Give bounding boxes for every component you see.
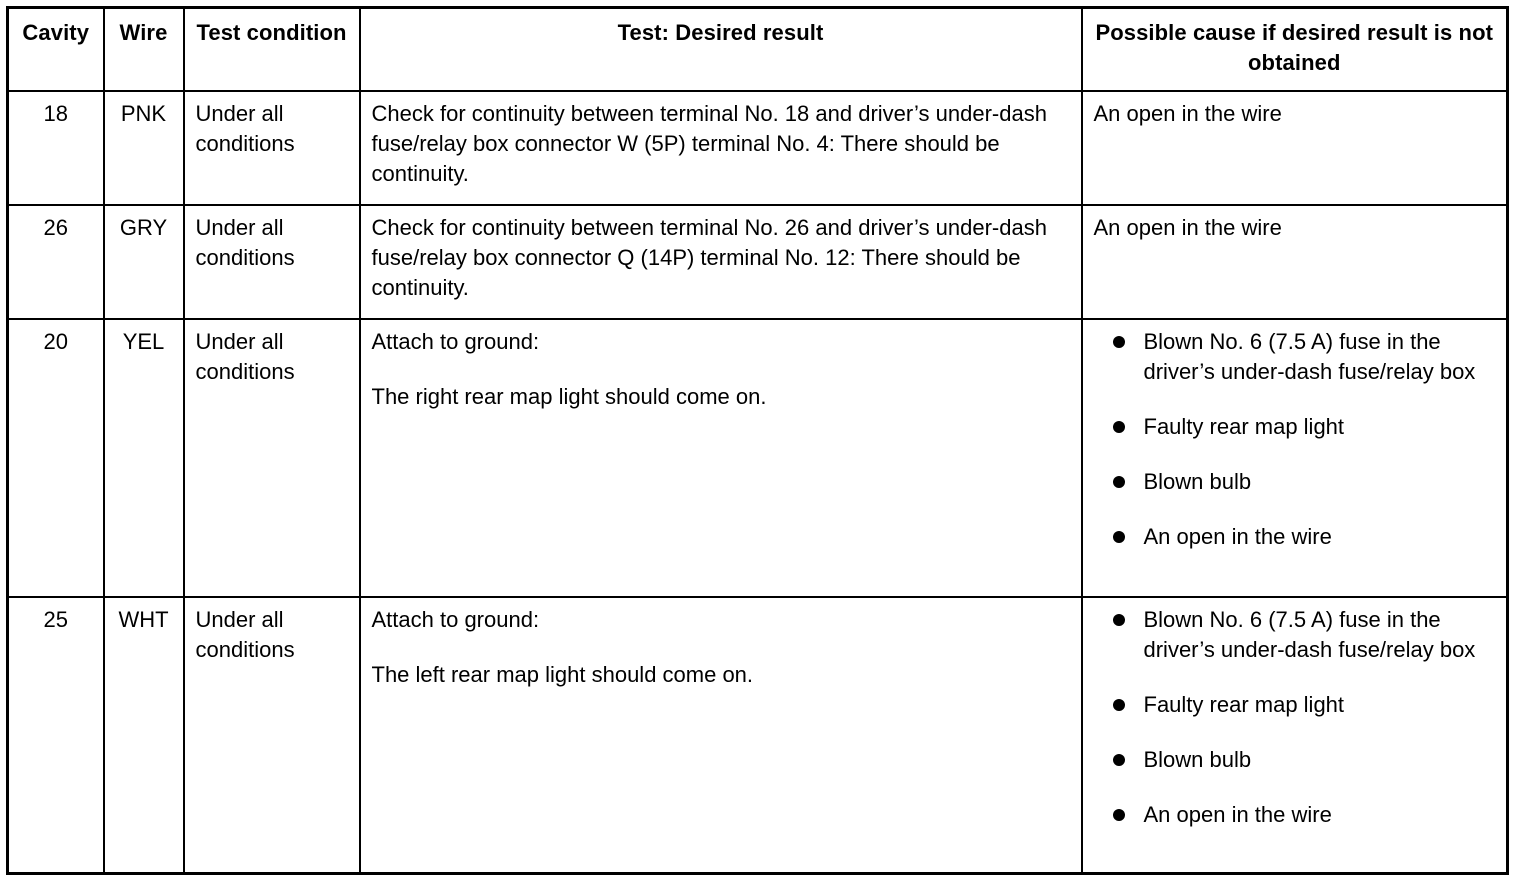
desired-result-cell: Check for continuity between terminal No. 18 and driver’s under-dash fuse/relay box connector W (5P) terminal No. 4: There should be continuity.	[360, 91, 1082, 205]
cause-list	[1094, 327, 1496, 552]
header-test-condition: Test condition	[184, 8, 360, 91]
wire-cell: WHT	[104, 597, 184, 874]
possible-cause-cell: An open in the wire	[1082, 91, 1508, 205]
cause-text: Faulty rear map light	[1143, 691, 1345, 717]
condition-cell: Under all conditions	[184, 91, 360, 205]
cause-text: Blown bulb	[1143, 746, 1252, 772]
cause-text: Faulty rear map light	[1143, 413, 1345, 439]
desired-instruction: Attach to ground:	[371, 328, 540, 354]
desired-result-cell: Check for continuity between terminal No. 26 and driver’s under-dash fuse/relay box connector Q (14P) terminal No. 12: There should be continuity.	[360, 205, 1082, 319]
bullet-icon	[1113, 699, 1125, 711]
wire-cell: GRY	[104, 205, 184, 319]
cause-text: Blown No. 6 (7.5 A) fuse in the driver’s under-dash fuse/relay box	[1143, 606, 1476, 662]
table-row	[8, 205, 1508, 319]
bullet-icon	[1113, 476, 1125, 488]
cause-text: An open in the wire	[1143, 523, 1332, 549]
bullet-icon	[1113, 336, 1125, 348]
cause-item	[1094, 467, 1496, 497]
wire-cell: PNK	[104, 91, 184, 205]
header-row	[8, 8, 1508, 91]
cause-text: An open in the wire	[1143, 801, 1332, 827]
bullet-icon	[1113, 614, 1125, 626]
table-row	[8, 597, 1508, 874]
cause-item	[1094, 690, 1496, 720]
possible-cause-cell	[1082, 597, 1508, 874]
desired-expectation: The left rear map light should come on.	[371, 661, 754, 687]
bullet-icon	[1113, 531, 1125, 543]
condition-cell: Under all conditions	[184, 597, 360, 874]
header-desired-result: Test: Desired result	[360, 8, 1082, 91]
possible-cause-cell: An open in the wire	[1082, 205, 1508, 319]
cavity-cell: 25	[8, 597, 104, 874]
header-wire: Wire	[104, 8, 184, 91]
cavity-cell: 18	[8, 91, 104, 205]
cause-text: Blown bulb	[1143, 468, 1252, 494]
condition-cell: Under all conditions	[184, 319, 360, 597]
possible-cause-cell	[1082, 319, 1508, 597]
table-row	[8, 319, 1508, 597]
diagnostic-table	[6, 6, 1509, 875]
cause-list	[1094, 605, 1496, 830]
cause-text: Blown No. 6 (7.5 A) fuse in the driver’s under-dash fuse/relay box	[1143, 328, 1476, 384]
cause-item	[1094, 327, 1496, 387]
header-possible-cause: Possible cause if desired result is not obtained	[1082, 8, 1508, 91]
table-row	[8, 91, 1508, 205]
cause-item	[1094, 605, 1496, 665]
bullet-icon	[1113, 421, 1125, 433]
cause-item	[1094, 800, 1496, 830]
header-cavity: Cavity	[8, 8, 104, 91]
desired-result-cell	[360, 597, 1082, 874]
wire-cell: YEL	[104, 319, 184, 597]
bullet-icon	[1113, 754, 1125, 766]
cavity-cell: 20	[8, 319, 104, 597]
cause-item	[1094, 745, 1496, 775]
desired-instruction: Attach to ground:	[371, 606, 540, 632]
bullet-icon	[1113, 809, 1125, 821]
desired-result-cell	[360, 319, 1082, 597]
desired-expectation: The right rear map light should come on.	[371, 383, 767, 409]
cause-item	[1094, 522, 1496, 552]
cause-item	[1094, 412, 1496, 442]
condition-cell: Under all conditions	[184, 205, 360, 319]
cavity-cell: 26	[8, 205, 104, 319]
